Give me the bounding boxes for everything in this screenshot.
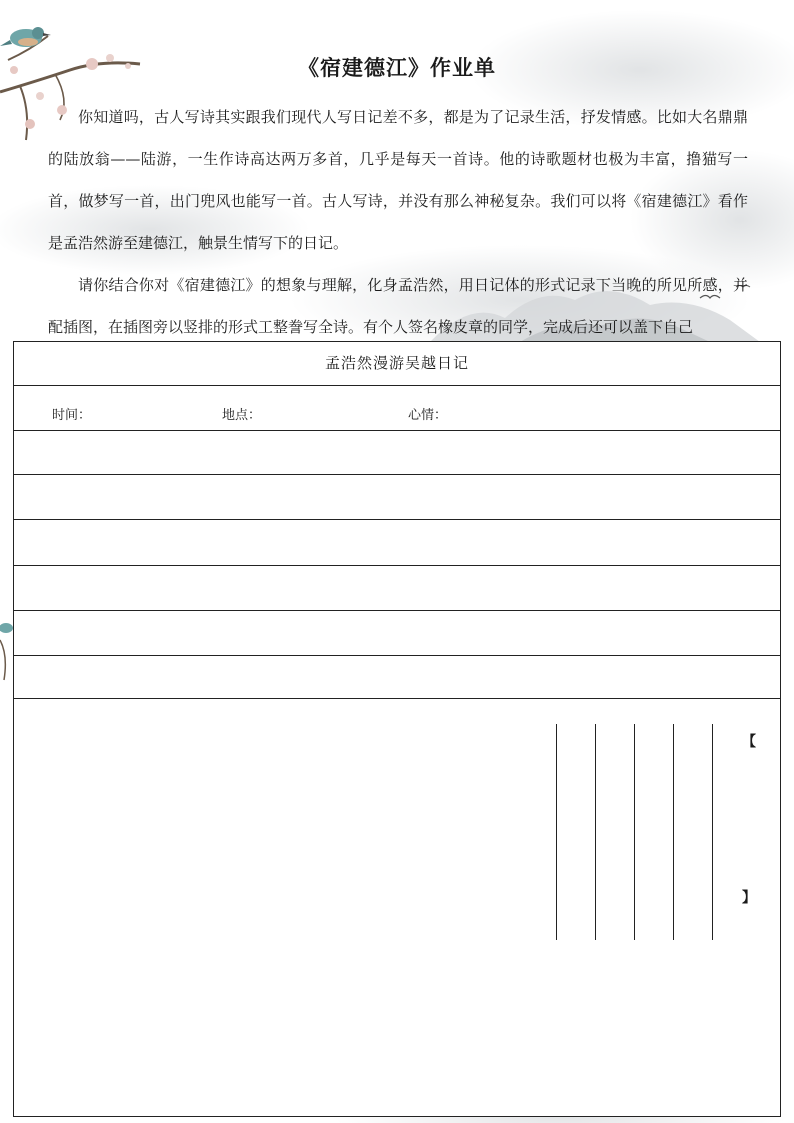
writing-line[interactable] (14, 475, 780, 520)
writing-line[interactable] (14, 566, 780, 611)
writing-line[interactable] (14, 520, 780, 566)
poem-column-line (712, 724, 713, 940)
small-bird-illustration (0, 623, 13, 680)
writing-line[interactable] (14, 656, 780, 699)
intro-text (48, 96, 748, 348)
diary-meta-row (14, 386, 780, 431)
poem-column-line (634, 724, 635, 940)
bird-illustration (0, 27, 51, 47)
illustration-and-poem-area[interactable] (14, 699, 780, 1117)
writing-line[interactable] (14, 611, 780, 656)
poem-column-line (556, 724, 557, 940)
diary-heading: 孟浩然漫游吴越日记 (14, 342, 780, 386)
time-label: 时间： (52, 408, 92, 423)
writing-line[interactable] (14, 431, 780, 475)
diary-sheet (13, 341, 781, 1117)
intro-paragraph-2: 请你结合你对《宿建德江》的想象与理解，化身孟浩然，用日记体的形式记录下当晚的所见所感，并配插图，在插图旁以竖排的形式工整誊写全诗。有个人签名橡皮章的同学，完成后还可以盖下自己 (48, 276, 748, 336)
title-bracket-open: 【 (742, 734, 756, 750)
title-bracket-close: 】 (742, 890, 756, 906)
page-title: 《宿建德江》作业单 (298, 55, 496, 80)
poem-column-line (595, 724, 596, 940)
place-label: 地点： (222, 408, 262, 423)
poem-column-line (673, 724, 674, 940)
mood-label: 心情： (408, 408, 448, 423)
intro-paragraph-1: 你知道吗，古人写诗其实跟我们现代人写日记差不多，都是为了记录生活，抒发情感。比如大名鼎鼎的陆放翁——陆游，一生作诗高达两万多首，几乎是每天一首诗。他的诗歌题材也极为丰富，撸猫写一首，做梦写一首，出门兜风也能写一首。古人写诗，并没有那么神秘复杂。我们可以将《宿建德江》看作是孟浩然游至建德江，触景生情写下的日记。 (48, 108, 748, 252)
